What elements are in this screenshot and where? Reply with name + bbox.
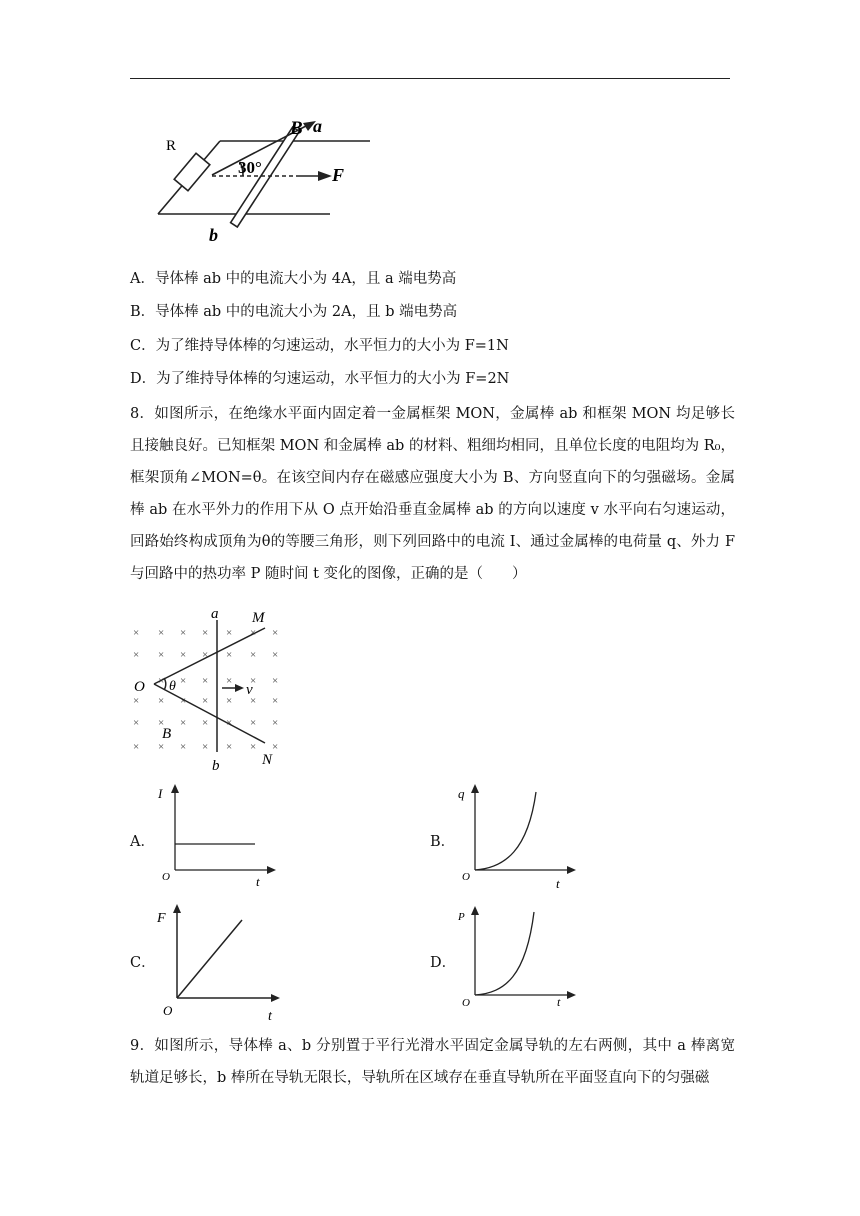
field-cross-mark: × xyxy=(158,649,165,661)
field-cross-mark: × xyxy=(133,741,140,753)
field-cross-mark: × xyxy=(202,649,209,661)
field-cross-mark: × xyxy=(226,675,233,687)
graph-b-xlabel: t xyxy=(556,876,560,890)
field-cross-mark: × xyxy=(158,695,165,707)
rod-end-a-label: a xyxy=(313,116,322,136)
graph-d-power xyxy=(450,900,580,1010)
field-cross-mark: × xyxy=(226,649,233,661)
q8-option-d-letter: D． xyxy=(430,955,457,971)
field-cross-mark: × xyxy=(272,675,279,687)
q8-option-c-letter: C． xyxy=(130,955,156,971)
velocity-label: v xyxy=(246,682,253,698)
graph-c-origin: O xyxy=(163,1003,173,1018)
graph-b-origin: O xyxy=(462,871,470,883)
field-cross-mark: × xyxy=(180,627,187,639)
graph-d-ylabel: P xyxy=(458,911,465,923)
rod-bottom-label-b: b xyxy=(212,758,220,774)
field-cross-mark: × xyxy=(226,695,233,707)
field-cross-mark: × xyxy=(180,695,187,707)
field-cross-mark: × xyxy=(180,675,187,687)
field-cross-mark: × xyxy=(158,627,165,639)
q8-option-a-letter: A． xyxy=(130,834,155,850)
graph-a-ylabel: I xyxy=(158,786,163,801)
field-cross-mark: × xyxy=(250,649,257,661)
graph-c-force xyxy=(150,900,285,1025)
angle-label: 30° xyxy=(238,158,262,177)
graph-b-charge xyxy=(450,780,580,890)
field-b-label: B xyxy=(162,726,172,742)
graph-a-current xyxy=(150,780,280,890)
field-cross-mark: × xyxy=(272,649,279,661)
field-cross-mark: × xyxy=(272,717,279,729)
question-8-text: 8．如图所示，在绝缘水平面内固定着一金属框架 MON，金属棒 ab 和框架 MON 均足够长且接触良好。已知框架 MON 和金属棒 ab 的材料、粗细均相同，且单位长度的电阻均为 R₀，框架顶角∠MON=θ。在该空间内存在磁感应强度大小为 B、方向竖直向下的匀强磁场。金属棒 ab 在水平外力的作用下从 O 点开始沿垂直金属棒 ab 的方向以速度 v 水平向右匀速运动，回路始终构成顶角为θ的等腰三角形，则下列回路中的电流 I、通过金属棒的电荷量 q、外力 F 与回路中的热功率 P 随时间 t 变化的图像，正确的是（ ） xyxy=(130,406,735,582)
rod-on-rails-figure xyxy=(150,110,380,245)
frame-mon-figure xyxy=(120,604,290,774)
header-rule xyxy=(130,78,730,79)
field-cross-mark: × xyxy=(272,741,279,753)
b-field-label: B xyxy=(290,118,303,139)
graph-b-ylabel: q xyxy=(458,786,465,801)
graph-c-xlabel: t xyxy=(268,1009,272,1024)
field-cross-mark: × xyxy=(158,675,165,687)
graph-c-ylabel: F xyxy=(157,911,166,926)
field-cross-mark: × xyxy=(202,717,209,729)
field-cross-mark: × xyxy=(272,627,279,639)
rod-end-b-label: b xyxy=(209,225,218,245)
field-cross-mark: × xyxy=(158,741,165,753)
resistor-label: R xyxy=(166,138,177,154)
field-cross-mark: × xyxy=(133,627,140,639)
field-cross-mark: × xyxy=(250,741,257,753)
rod-top-label-a: a xyxy=(211,606,219,622)
graph-d-origin: O xyxy=(462,997,470,1009)
frame-end-m-label: M xyxy=(252,610,265,626)
q7-option-a: A．导体棒 ab 中的电流大小为 4A，且 a 端电势高 xyxy=(130,271,457,287)
field-cross-mark: × xyxy=(202,675,209,687)
field-cross-mark: × xyxy=(202,741,209,753)
field-cross-mark: × xyxy=(226,627,233,639)
field-cross-mark: × xyxy=(133,717,140,729)
force-label: F xyxy=(332,165,345,185)
vertex-o-label: O xyxy=(134,679,145,695)
q7-option-c: C．为了维持导体棒的匀速运动，水平恒力的大小为 F=1N xyxy=(130,338,509,354)
field-cross-mark: × xyxy=(226,717,233,729)
frame-end-n-label: N xyxy=(262,752,273,768)
q7-option-b: B．导体棒 ab 中的电流大小为 2A，且 b 端电势高 xyxy=(130,304,458,320)
field-cross-mark: × xyxy=(202,695,209,707)
field-cross-mark: × xyxy=(250,695,257,707)
graph-a-xlabel: t xyxy=(256,874,260,889)
q7-option-d: D．为了维持导体棒的匀速运动，水平恒力的大小为 F=2N xyxy=(130,371,510,387)
field-cross-mark: × xyxy=(180,741,187,753)
field-cross-mark: × xyxy=(250,675,257,687)
field-cross-mark: × xyxy=(180,717,187,729)
field-cross-mark: × xyxy=(158,717,165,729)
graph-d-xlabel: t xyxy=(557,995,561,1009)
q8-option-b-letter: B． xyxy=(430,834,456,850)
field-cross-mark: × xyxy=(133,695,140,707)
field-cross-mark: × xyxy=(202,627,209,639)
field-cross-mark: × xyxy=(226,741,233,753)
field-cross-mark: × xyxy=(250,627,257,639)
field-cross-mark: × xyxy=(180,649,187,661)
field-cross-mark: × xyxy=(133,649,140,661)
theta-label: θ xyxy=(169,679,176,694)
field-cross-mark: × xyxy=(250,717,257,729)
question-9-text: 9．如图所示，导体棒 a、b 分别置于平行光滑水平固定金属导轨的左右两侧，其中 a 棒离宽轨道足够长，b 棒所在导轨无限长，导轨所在区域存在垂直导轨所在平面竖直向下的匀强磁 xyxy=(130,1038,735,1086)
graph-a-origin: O xyxy=(162,871,170,883)
field-cross-mark: × xyxy=(272,695,279,707)
